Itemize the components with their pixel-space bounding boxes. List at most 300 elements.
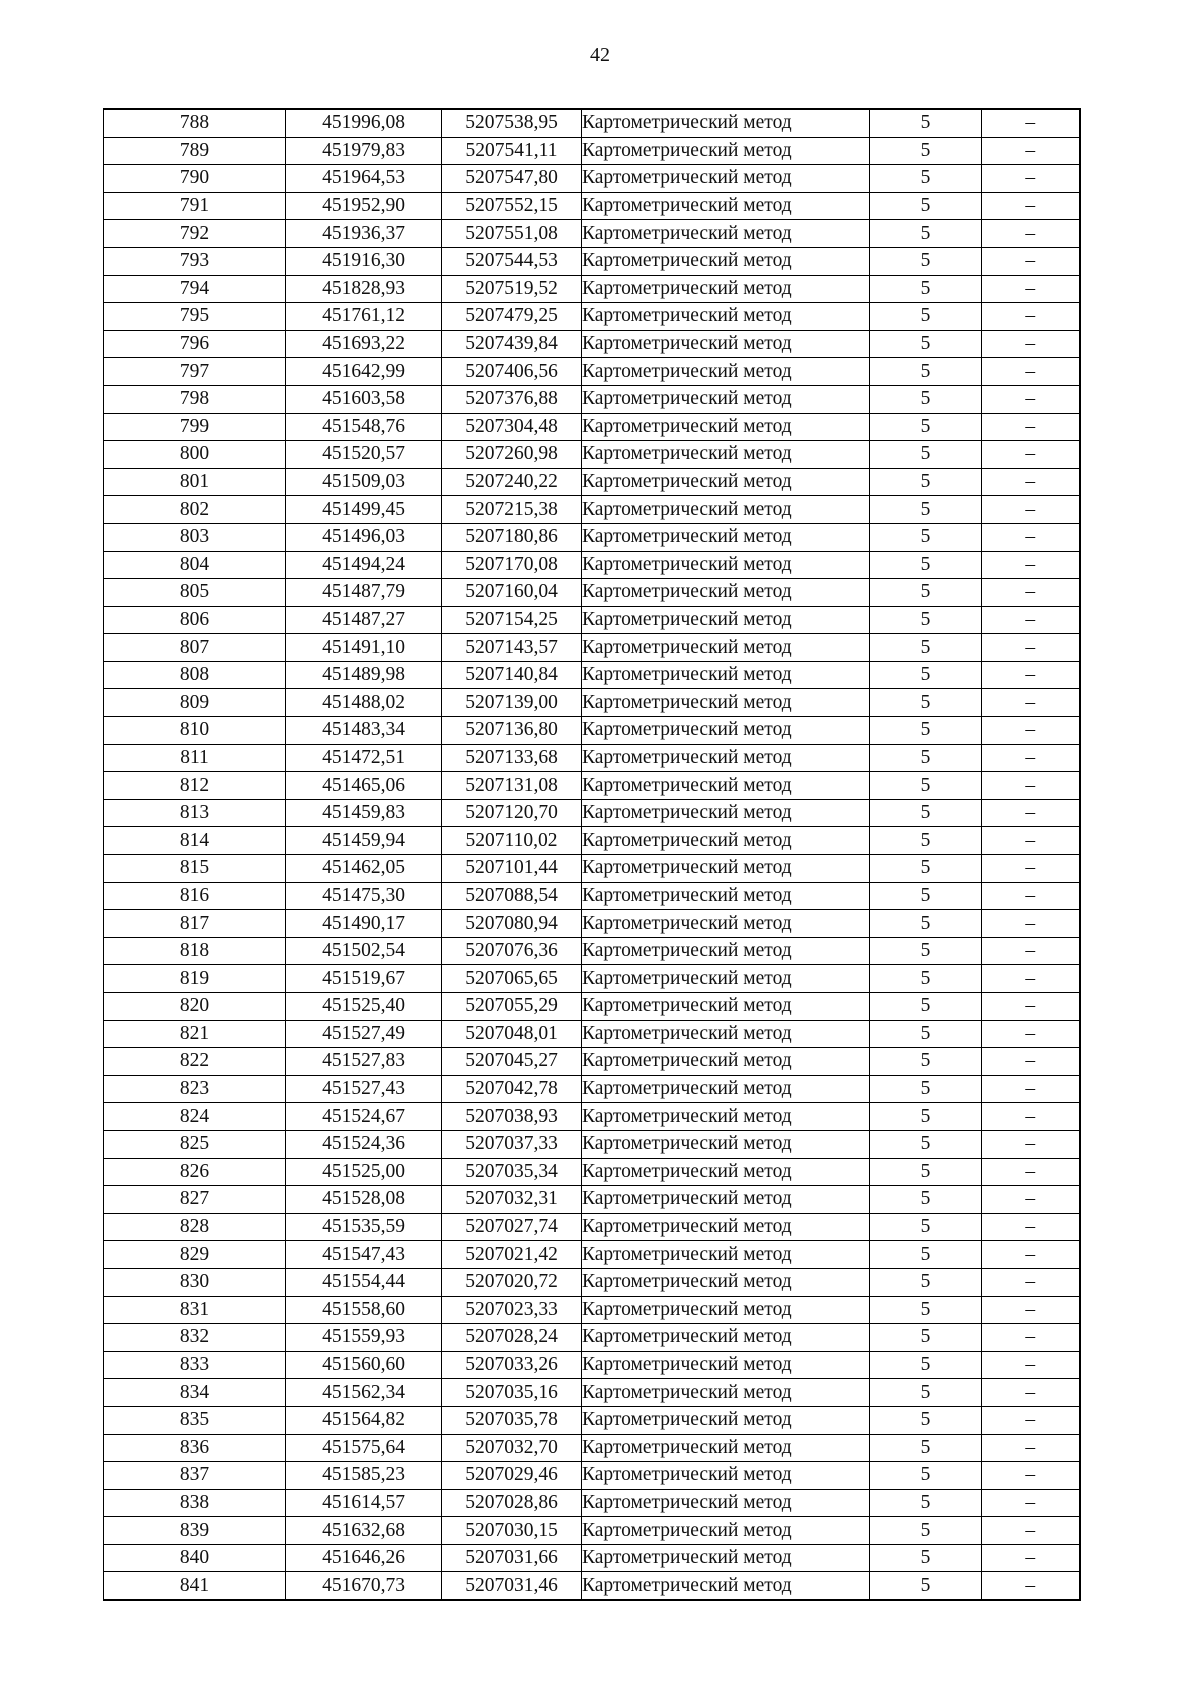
table-row (104, 1158, 1080, 1186)
y-coordinate-cell: 5207180,86 (442, 523, 582, 551)
point-number-cell: 806 (104, 606, 286, 634)
x-coordinate-cell: 451487,79 (286, 579, 442, 607)
table-row (104, 1462, 1080, 1490)
coordinates-table-body (104, 109, 1080, 1600)
method-cell: Картометрический метод (582, 137, 870, 165)
point-number-cell: 794 (104, 275, 286, 303)
accuracy-cell: 5 (870, 1489, 982, 1517)
point-number-cell: 788 (104, 109, 286, 137)
point-number-cell: 840 (104, 1544, 286, 1572)
x-coordinate-cell: 451575,64 (286, 1434, 442, 1462)
x-coordinate-cell: 451499,45 (286, 496, 442, 524)
table-row (104, 855, 1080, 883)
description-cell: – (982, 1158, 1080, 1186)
x-coordinate-cell: 451936,37 (286, 220, 442, 248)
table-row (104, 1434, 1080, 1462)
table-row (104, 1296, 1080, 1324)
point-number-cell: 808 (104, 661, 286, 689)
table-row (104, 1020, 1080, 1048)
table-row (104, 1517, 1080, 1545)
accuracy-cell: 5 (870, 1379, 982, 1407)
method-cell: Картометрический метод (582, 882, 870, 910)
table-row (104, 661, 1080, 689)
description-cell: – (982, 413, 1080, 441)
y-coordinate-cell: 5207139,00 (442, 689, 582, 717)
point-number-cell: 792 (104, 220, 286, 248)
table-row (104, 165, 1080, 193)
y-coordinate-cell: 5207029,46 (442, 1462, 582, 1490)
accuracy-cell: 5 (870, 772, 982, 800)
table-row (104, 1489, 1080, 1517)
description-cell: – (982, 468, 1080, 496)
table-row (104, 1351, 1080, 1379)
table-row (104, 358, 1080, 386)
table-row (104, 220, 1080, 248)
y-coordinate-cell: 5207055,29 (442, 993, 582, 1021)
x-coordinate-cell: 451562,34 (286, 1379, 442, 1407)
point-number-cell: 796 (104, 330, 286, 358)
page-number: 42 (590, 44, 610, 66)
method-cell: Картометрический метод (582, 1241, 870, 1269)
method-cell: Картометрический метод (582, 1048, 870, 1076)
point-number-cell: 791 (104, 192, 286, 220)
method-cell: Картометрический метод (582, 965, 870, 993)
accuracy-cell: 5 (870, 965, 982, 993)
accuracy-cell: 5 (870, 1048, 982, 1076)
method-cell: Картометрический метод (582, 937, 870, 965)
y-coordinate-cell: 5207240,22 (442, 468, 582, 496)
accuracy-cell: 5 (870, 441, 982, 469)
method-cell: Картометрический метод (582, 799, 870, 827)
description-cell: – (982, 717, 1080, 745)
table-row (104, 965, 1080, 993)
x-coordinate-cell: 451585,23 (286, 1462, 442, 1490)
description-cell: – (982, 689, 1080, 717)
method-cell: Картометрический метод (582, 1351, 870, 1379)
method-cell: Картометрический метод (582, 1517, 870, 1545)
x-coordinate-cell: 451527,83 (286, 1048, 442, 1076)
x-coordinate-cell: 451524,36 (286, 1130, 442, 1158)
table-row (104, 882, 1080, 910)
point-number-cell: 795 (104, 303, 286, 331)
y-coordinate-cell: 5207027,74 (442, 1213, 582, 1241)
method-cell: Картометрический метод (582, 496, 870, 524)
x-coordinate-cell: 451491,10 (286, 634, 442, 662)
description-cell: – (982, 330, 1080, 358)
method-cell: Картометрический метод (582, 247, 870, 275)
description-cell: – (982, 137, 1080, 165)
point-number-cell: 813 (104, 799, 286, 827)
method-cell: Картометрический метод (582, 910, 870, 938)
y-coordinate-cell: 5207260,98 (442, 441, 582, 469)
table-row (104, 385, 1080, 413)
table-row (104, 496, 1080, 524)
x-coordinate-cell: 451964,53 (286, 165, 442, 193)
table-row (104, 606, 1080, 634)
y-coordinate-cell: 5207133,68 (442, 744, 582, 772)
point-number-cell: 824 (104, 1103, 286, 1131)
description-cell: – (982, 1241, 1080, 1269)
method-cell: Картометрический метод (582, 1186, 870, 1214)
method-cell: Картометрический метод (582, 441, 870, 469)
description-cell: – (982, 799, 1080, 827)
y-coordinate-cell: 5207031,46 (442, 1572, 582, 1600)
y-coordinate-cell: 5207552,15 (442, 192, 582, 220)
description-cell: – (982, 855, 1080, 883)
y-coordinate-cell: 5207032,31 (442, 1186, 582, 1214)
table-row (104, 634, 1080, 662)
table-row (104, 441, 1080, 469)
accuracy-cell: 5 (870, 275, 982, 303)
x-coordinate-cell: 451519,67 (286, 965, 442, 993)
y-coordinate-cell: 5207037,33 (442, 1130, 582, 1158)
method-cell: Картометрический метод (582, 330, 870, 358)
accuracy-cell: 5 (870, 358, 982, 386)
accuracy-cell: 5 (870, 827, 982, 855)
x-coordinate-cell: 451488,02 (286, 689, 442, 717)
method-cell: Картометрический метод (582, 855, 870, 883)
table-row (104, 689, 1080, 717)
x-coordinate-cell: 451459,94 (286, 827, 442, 855)
description-cell: – (982, 247, 1080, 275)
x-coordinate-cell: 451524,67 (286, 1103, 442, 1131)
y-coordinate-cell: 5207028,86 (442, 1489, 582, 1517)
description-cell: – (982, 1075, 1080, 1103)
description-cell: – (982, 634, 1080, 662)
accuracy-cell: 5 (870, 1406, 982, 1434)
method-cell: Картометрический метод (582, 303, 870, 331)
point-number-cell: 836 (104, 1434, 286, 1462)
point-number-cell: 821 (104, 1020, 286, 1048)
accuracy-cell: 5 (870, 523, 982, 551)
point-number-cell: 828 (104, 1213, 286, 1241)
description-cell: – (982, 1186, 1080, 1214)
accuracy-cell: 5 (870, 220, 982, 248)
description-cell: – (982, 303, 1080, 331)
x-coordinate-cell: 451952,90 (286, 192, 442, 220)
y-coordinate-cell: 5207160,04 (442, 579, 582, 607)
y-coordinate-cell: 5207042,78 (442, 1075, 582, 1103)
description-cell: – (982, 1103, 1080, 1131)
method-cell: Картометрический метод (582, 1406, 870, 1434)
y-coordinate-cell: 5207120,70 (442, 799, 582, 827)
point-number-cell: 837 (104, 1462, 286, 1490)
point-number-cell: 831 (104, 1296, 286, 1324)
accuracy-cell: 5 (870, 1158, 982, 1186)
point-number-cell: 789 (104, 137, 286, 165)
table-row (104, 247, 1080, 275)
accuracy-cell: 5 (870, 1351, 982, 1379)
description-cell: – (982, 1489, 1080, 1517)
point-number-cell: 809 (104, 689, 286, 717)
description-cell: – (982, 744, 1080, 772)
accuracy-cell: 5 (870, 1186, 982, 1214)
y-coordinate-cell: 5207140,84 (442, 661, 582, 689)
accuracy-cell: 5 (870, 385, 982, 413)
accuracy-cell: 5 (870, 1462, 982, 1490)
point-number-cell: 832 (104, 1324, 286, 1352)
point-number-cell: 841 (104, 1572, 286, 1600)
point-number-cell: 800 (104, 441, 286, 469)
description-cell: – (982, 1462, 1080, 1490)
x-coordinate-cell: 451490,17 (286, 910, 442, 938)
x-coordinate-cell: 451465,06 (286, 772, 442, 800)
point-number-cell: 810 (104, 717, 286, 745)
accuracy-cell: 5 (870, 634, 982, 662)
point-number-cell: 820 (104, 993, 286, 1021)
table-row (104, 137, 1080, 165)
y-coordinate-cell: 5207376,88 (442, 385, 582, 413)
coordinates-table (103, 108, 1081, 1601)
y-coordinate-cell: 5207154,25 (442, 606, 582, 634)
accuracy-cell: 5 (870, 468, 982, 496)
accuracy-cell: 5 (870, 165, 982, 193)
y-coordinate-cell: 5207538,95 (442, 109, 582, 137)
method-cell: Картометрический метод (582, 689, 870, 717)
accuracy-cell: 5 (870, 1324, 982, 1352)
accuracy-cell: 5 (870, 303, 982, 331)
method-cell: Картометрический метод (582, 1324, 870, 1352)
accuracy-cell: 5 (870, 192, 982, 220)
y-coordinate-cell: 5207551,08 (442, 220, 582, 248)
table-row (104, 799, 1080, 827)
x-coordinate-cell: 451996,08 (286, 109, 442, 137)
method-cell: Картометрический метод (582, 358, 870, 386)
description-cell: – (982, 1020, 1080, 1048)
point-number-cell: 819 (104, 965, 286, 993)
y-coordinate-cell: 5207045,27 (442, 1048, 582, 1076)
x-coordinate-cell: 451525,00 (286, 1158, 442, 1186)
y-coordinate-cell: 5207101,44 (442, 855, 582, 883)
x-coordinate-cell: 451603,58 (286, 385, 442, 413)
y-coordinate-cell: 5207519,52 (442, 275, 582, 303)
table-row (104, 1213, 1080, 1241)
table-row (104, 993, 1080, 1021)
x-coordinate-cell: 451558,60 (286, 1296, 442, 1324)
accuracy-cell: 5 (870, 330, 982, 358)
table-row (104, 551, 1080, 579)
method-cell: Картометрический метод (582, 1213, 870, 1241)
x-coordinate-cell: 451509,03 (286, 468, 442, 496)
description-cell: – (982, 1324, 1080, 1352)
y-coordinate-cell: 5207032,70 (442, 1434, 582, 1462)
point-number-cell: 818 (104, 937, 286, 965)
table-row (104, 1075, 1080, 1103)
table-row (104, 1186, 1080, 1214)
y-coordinate-cell: 5207023,33 (442, 1296, 582, 1324)
description-cell: – (982, 910, 1080, 938)
accuracy-cell: 5 (870, 661, 982, 689)
table-row (104, 579, 1080, 607)
x-coordinate-cell: 451547,43 (286, 1241, 442, 1269)
accuracy-cell: 5 (870, 717, 982, 745)
point-number-cell: 833 (104, 1351, 286, 1379)
table-row (104, 937, 1080, 965)
description-cell: – (982, 606, 1080, 634)
y-coordinate-cell: 5207406,56 (442, 358, 582, 386)
description-cell: – (982, 1517, 1080, 1545)
description-cell: – (982, 1434, 1080, 1462)
method-cell: Картометрический метод (582, 634, 870, 662)
method-cell: Картометрический метод (582, 385, 870, 413)
table-row (104, 827, 1080, 855)
description-cell: – (982, 220, 1080, 248)
table-row (104, 1544, 1080, 1572)
point-number-cell: 802 (104, 496, 286, 524)
table-row (104, 1268, 1080, 1296)
method-cell: Картометрический метод (582, 1296, 870, 1324)
table-row (104, 275, 1080, 303)
description-cell: – (982, 1406, 1080, 1434)
table-row (104, 1241, 1080, 1269)
y-coordinate-cell: 5207547,80 (442, 165, 582, 193)
point-number-cell: 830 (104, 1268, 286, 1296)
y-coordinate-cell: 5207030,15 (442, 1517, 582, 1545)
description-cell: – (982, 165, 1080, 193)
x-coordinate-cell: 451459,83 (286, 799, 442, 827)
x-coordinate-cell: 451528,08 (286, 1186, 442, 1214)
accuracy-cell: 5 (870, 247, 982, 275)
point-number-cell: 797 (104, 358, 286, 386)
accuracy-cell: 5 (870, 137, 982, 165)
x-coordinate-cell: 451646,26 (286, 1544, 442, 1572)
x-coordinate-cell: 451502,54 (286, 937, 442, 965)
x-coordinate-cell: 451560,60 (286, 1351, 442, 1379)
description-cell: – (982, 523, 1080, 551)
table-row (104, 1048, 1080, 1076)
table-row (104, 772, 1080, 800)
method-cell: Картометрический метод (582, 551, 870, 579)
point-number-cell: 793 (104, 247, 286, 275)
accuracy-cell: 5 (870, 1544, 982, 1572)
y-coordinate-cell: 5207021,42 (442, 1241, 582, 1269)
point-number-cell: 817 (104, 910, 286, 938)
table-row (104, 330, 1080, 358)
y-coordinate-cell: 5207541,11 (442, 137, 582, 165)
x-coordinate-cell: 451564,82 (286, 1406, 442, 1434)
y-coordinate-cell: 5207215,38 (442, 496, 582, 524)
x-coordinate-cell: 451487,27 (286, 606, 442, 634)
point-number-cell: 838 (104, 1489, 286, 1517)
description-cell: – (982, 441, 1080, 469)
description-cell: – (982, 993, 1080, 1021)
description-cell: – (982, 496, 1080, 524)
accuracy-cell: 5 (870, 993, 982, 1021)
y-coordinate-cell: 5207170,08 (442, 551, 582, 579)
y-coordinate-cell: 5207035,34 (442, 1158, 582, 1186)
method-cell: Картометрический метод (582, 744, 870, 772)
accuracy-cell: 5 (870, 1075, 982, 1103)
accuracy-cell: 5 (870, 579, 982, 607)
y-coordinate-cell: 5207065,65 (442, 965, 582, 993)
accuracy-cell: 5 (870, 1103, 982, 1131)
x-coordinate-cell: 451496,03 (286, 523, 442, 551)
description-cell: – (982, 1296, 1080, 1324)
table-row (104, 523, 1080, 551)
accuracy-cell: 5 (870, 1020, 982, 1048)
y-coordinate-cell: 5207035,78 (442, 1406, 582, 1434)
table-row (104, 1379, 1080, 1407)
method-cell: Картометрический метод (582, 772, 870, 800)
x-coordinate-cell: 451979,83 (286, 137, 442, 165)
method-cell: Картометрический метод (582, 192, 870, 220)
x-coordinate-cell: 451670,73 (286, 1572, 442, 1600)
x-coordinate-cell: 451527,49 (286, 1020, 442, 1048)
method-cell: Картометрический метод (582, 275, 870, 303)
y-coordinate-cell: 5207031,66 (442, 1544, 582, 1572)
accuracy-cell: 5 (870, 1296, 982, 1324)
y-coordinate-cell: 5207088,54 (442, 882, 582, 910)
description-cell: – (982, 1213, 1080, 1241)
method-cell: Картометрический метод (582, 1268, 870, 1296)
accuracy-cell: 5 (870, 496, 982, 524)
method-cell: Картометрический метод (582, 1075, 870, 1103)
point-number-cell: 811 (104, 744, 286, 772)
x-coordinate-cell: 451559,93 (286, 1324, 442, 1352)
point-number-cell: 816 (104, 882, 286, 910)
table-row (104, 1130, 1080, 1158)
method-cell: Картометрический метод (582, 1379, 870, 1407)
point-number-cell: 834 (104, 1379, 286, 1407)
method-cell: Картометрический метод (582, 1158, 870, 1186)
y-coordinate-cell: 5207076,36 (442, 937, 582, 965)
accuracy-cell: 5 (870, 606, 982, 634)
method-cell: Картометрический метод (582, 413, 870, 441)
y-coordinate-cell: 5207080,94 (442, 910, 582, 938)
point-number-cell: 803 (104, 523, 286, 551)
accuracy-cell: 5 (870, 1572, 982, 1600)
y-coordinate-cell: 5207439,84 (442, 330, 582, 358)
point-number-cell: 799 (104, 413, 286, 441)
method-cell: Картометрический метод (582, 1572, 870, 1600)
accuracy-cell: 5 (870, 937, 982, 965)
point-number-cell: 827 (104, 1186, 286, 1214)
description-cell: – (982, 661, 1080, 689)
accuracy-cell: 5 (870, 855, 982, 883)
method-cell: Картометрический метод (582, 165, 870, 193)
description-cell: – (982, 1048, 1080, 1076)
point-number-cell: 835 (104, 1406, 286, 1434)
y-coordinate-cell: 5207143,57 (442, 634, 582, 662)
description-cell: – (982, 1544, 1080, 1572)
table-row (104, 717, 1080, 745)
method-cell: Картометрический метод (582, 468, 870, 496)
point-number-cell: 826 (104, 1158, 286, 1186)
x-coordinate-cell: 451494,24 (286, 551, 442, 579)
point-number-cell: 814 (104, 827, 286, 855)
x-coordinate-cell: 451614,57 (286, 1489, 442, 1517)
x-coordinate-cell: 451916,30 (286, 247, 442, 275)
description-cell: – (982, 827, 1080, 855)
description-cell: – (982, 937, 1080, 965)
method-cell: Картометрический метод (582, 661, 870, 689)
method-cell: Картометрический метод (582, 523, 870, 551)
y-coordinate-cell: 5207131,08 (442, 772, 582, 800)
x-coordinate-cell: 451475,30 (286, 882, 442, 910)
x-coordinate-cell: 451525,40 (286, 993, 442, 1021)
accuracy-cell: 5 (870, 1213, 982, 1241)
table-row (104, 1103, 1080, 1131)
method-cell: Картометрический метод (582, 1130, 870, 1158)
x-coordinate-cell: 451632,68 (286, 1517, 442, 1545)
accuracy-cell: 5 (870, 1241, 982, 1269)
method-cell: Картометрический метод (582, 1462, 870, 1490)
method-cell: Картометрический метод (582, 1103, 870, 1131)
table-row (104, 1406, 1080, 1434)
x-coordinate-cell: 451828,93 (286, 275, 442, 303)
description-cell: – (982, 1130, 1080, 1158)
method-cell: Картометрический метод (582, 993, 870, 1021)
